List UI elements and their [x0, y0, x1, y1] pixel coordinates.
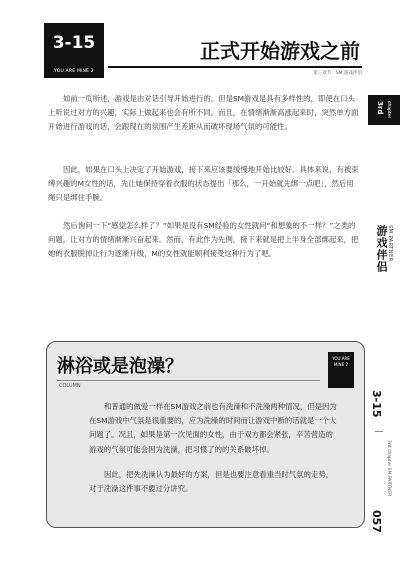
page-separator: |	[375, 430, 384, 433]
page-reference: 3-15	[370, 390, 383, 418]
column-tag: YOU ARE MINE 2	[328, 352, 354, 388]
body-paragraph-2: 因此，如果在口头上决定了开始游戏，接下来应该要缓慢地开始比较好。具体来说，有被束缚兴趣的M女性的话，先让她保持穿着衣服的状态提出「那么，一开始就先绑一点吧」，然后用绳只是绑住手腕。	[48, 165, 359, 203]
chapter-title-english: SM PARTNER	[387, 225, 393, 262]
body-paragraph-1: 如前一页所述，游戏是由对话引导开始进行的。但是SM游戏是具有多样性的，即使在口头上听说过对方的兴趣，实际上做起来也会有所不同。而且，在情绪渐渐高涨起来时，突然单方面开始进行游戏的话，会跟现在的氛围产生差距从而破坏现场气氛的可能性。	[48, 94, 359, 132]
column-title: 淋浴或是泡澡？	[57, 356, 183, 377]
section-number: 3-15	[52, 33, 96, 53]
page-number: 057	[370, 510, 383, 533]
column-label: COLUMN	[59, 383, 81, 389]
page-title: 正式开始游戏之前	[200, 39, 360, 63]
column-box	[46, 341, 365, 528]
title-subtitle: 第三章节：SM 游戏伴侣	[313, 71, 362, 76]
chapter-tab-word: chapter	[386, 101, 391, 119]
page-chapter-label: 3rd chapter SM PARTNER	[386, 440, 391, 497]
chapter-title-vertical: 游戏伴侣	[375, 225, 388, 273]
section-number-box	[44, 23, 104, 78]
column-paragraph-2: 因此，把先洗澡认为最好的方案，但是也要注意看重当时气氛的走势，对于洗澡这件事不要过分讲究。	[89, 470, 334, 494]
title-divider	[108, 66, 362, 68]
body-paragraph-3: 然后询问一下“感觉怎么样了？”如果是没有SM经验的女性就问“和想象的不一样？”之类的问题，让对方的情绪渐渐兴奋起来。然而，有此作为先例，接下来就是把上半身全部绑起来，把她的衣服脱掉让行为逐渐升级，M的女性就能顺利接受这种行为了吧。	[48, 221, 359, 259]
chapter-tab-number: 3rd	[376, 101, 384, 115]
column-paragraph-1: 和普通的做爱一样在SM游戏之前也有洗澡和不洗澡两种情况，但是因为在SM游戏中气氛是很重要的，应为洗澡的时间而让游戏中断的话就是一个大问题了。况且，如果是第一次见面的女性，由于双方都会紧张，辛苦营造的游戏的气氛可能会因为洗澡，把习惯了的的关系破坏掉。	[89, 402, 337, 454]
column-divider	[57, 380, 320, 381]
chapter-tab	[368, 95, 400, 125]
section-subtitle: YOU ARE MINE 2	[54, 69, 94, 74]
